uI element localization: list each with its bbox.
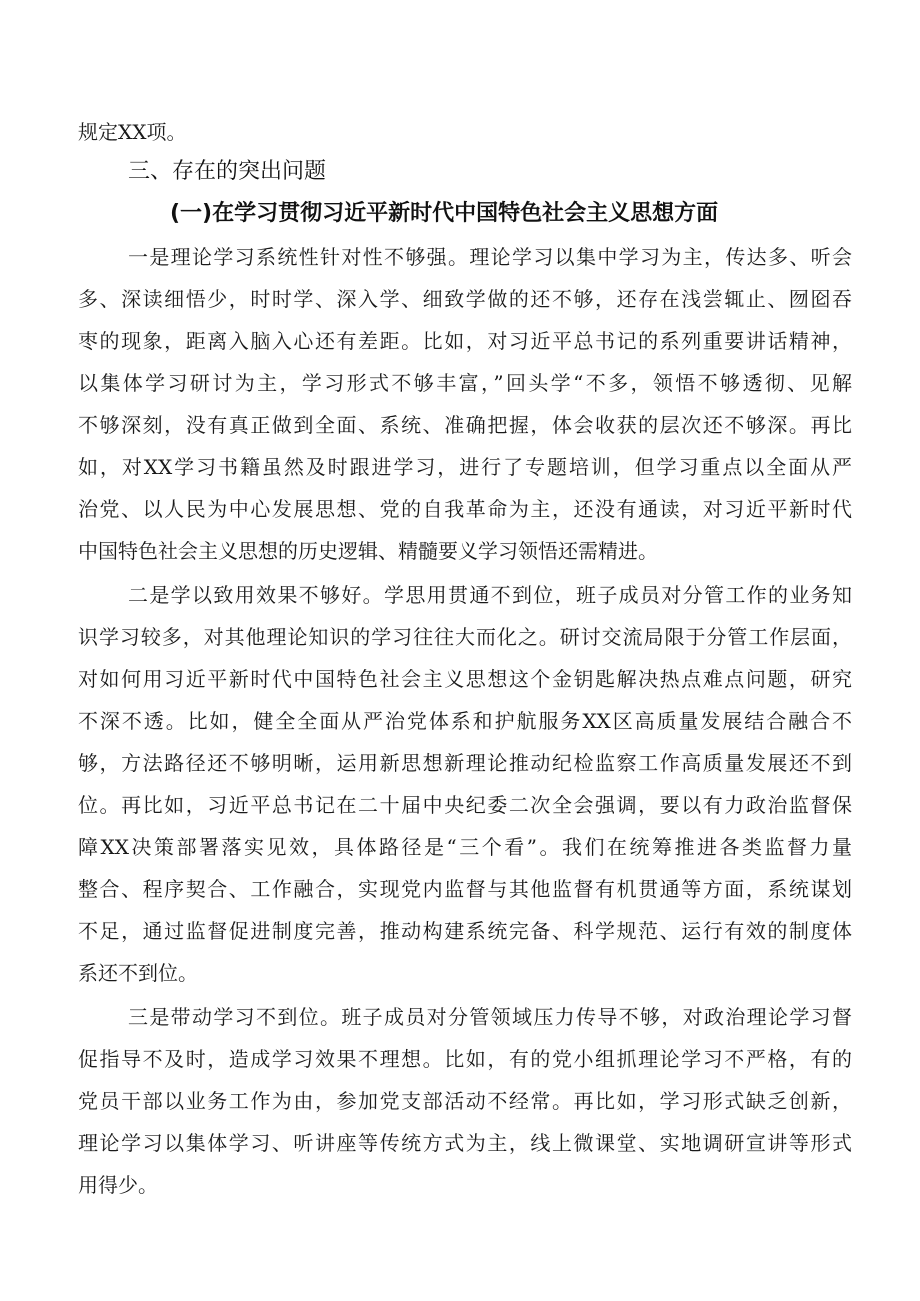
paragraph-line: 枣的现象，距离入脑入心还有差距。比如，对习近平总书记的系列重要讲话精神， [78, 329, 852, 353]
paragraph-line: 不够深刻，没有真正做到全面、系统、准确把握，体会收获的层次还不够深。再比 [78, 413, 852, 437]
paragraph-line: 障XX决策部署落实见效，具体路径是“三个看”。我们在统筹推进各类监督力量 [78, 835, 852, 859]
subsection-heading: (一)在学习贯彻习近平新时代中国特色社会主义思想方面 [170, 201, 719, 226]
paragraph-line: 系还不到位。 [78, 961, 198, 985]
paragraph-line: 整合、程序契合、工作融合，实现党内监督与其他监督有机贯通等方面，系统谋划 [78, 877, 852, 901]
paragraph-line: 理论学习以集体学习、听讲座等传统方式为主，线上微课堂、实地调研宣讲等形式 [78, 1131, 852, 1155]
paragraph-line: 位。再比如，习近平总书记在二十届中央纪委二次全会强调，要以有力政治监督保 [78, 793, 852, 817]
paragraph-line: 以集体学习研讨为主，学习形式不够丰富，”回头学“不多，领悟不够透彻、见解 [78, 371, 852, 395]
paragraph-line: 二是学以致用效果不够好。学思用贯通不到位，班子成员对分管工作的业务知 [128, 583, 852, 607]
paragraph-line: 中国特色社会主义思想的历史逻辑、精髓要义学习领悟还需精进。 [78, 539, 658, 563]
paragraph-line: 一是理论学习系统性针对性不够强。理论学习以集中学习为主，传达多、听会 [128, 245, 852, 269]
paragraph-line: 识学习较多，对其他理论知识的学习往往大而化之。研讨交流局限于分管工作层面， [78, 625, 852, 649]
paragraph-line: 不深不透。比如，健全全面从严治党体系和护航服务XX区高质量发展结合融合不 [78, 709, 852, 733]
paragraph-line: 够，方法路径还不够明晰，运用新思想新理论推动纪检监察工作高质量发展还不到 [78, 751, 852, 775]
paragraph-line: 用得少。 [78, 1173, 158, 1197]
paragraph-line: 党员干部以业务工作为由，参加党支部活动不经常。再比如，学习形式缺乏创新， [78, 1089, 852, 1113]
paragraph-line: 不足，通过监督促进制度完善，推动构建系统完备、科学规范、运行有效的制度体 [78, 919, 852, 943]
paragraph-line: 治党、以人民为中心发展思想、党的自我革命为主，还没有通读，对习近平新时代 [78, 497, 852, 521]
paragraph-line: 如，对XX学习书籍虽然及时跟进学习，进行了专题培训，但学习重点以全面从严 [78, 455, 852, 479]
paragraph-line: 三是带动学习不到位。班子成员对分管领域压力传导不够，对政治理论学习督 [128, 1005, 852, 1029]
paragraph-line: 促指导不及时，造成学习效果不理想。比如，有的党小组抓理论学习不严格，有的 [78, 1047, 852, 1071]
section-heading: 三、存在的突出问题 [128, 159, 327, 184]
paragraph-line: 多、深读细悟少，时时学、深入学、细致学做的还不够，还存在浅尝辄止、囫囵吞 [78, 287, 852, 311]
intro-fragment: 规定XX项。 [78, 120, 187, 144]
paragraph-line: 对如何用习近平新时代中国特色社会主义思想这个金钥匙解决热点难点问题，研究 [78, 667, 852, 691]
